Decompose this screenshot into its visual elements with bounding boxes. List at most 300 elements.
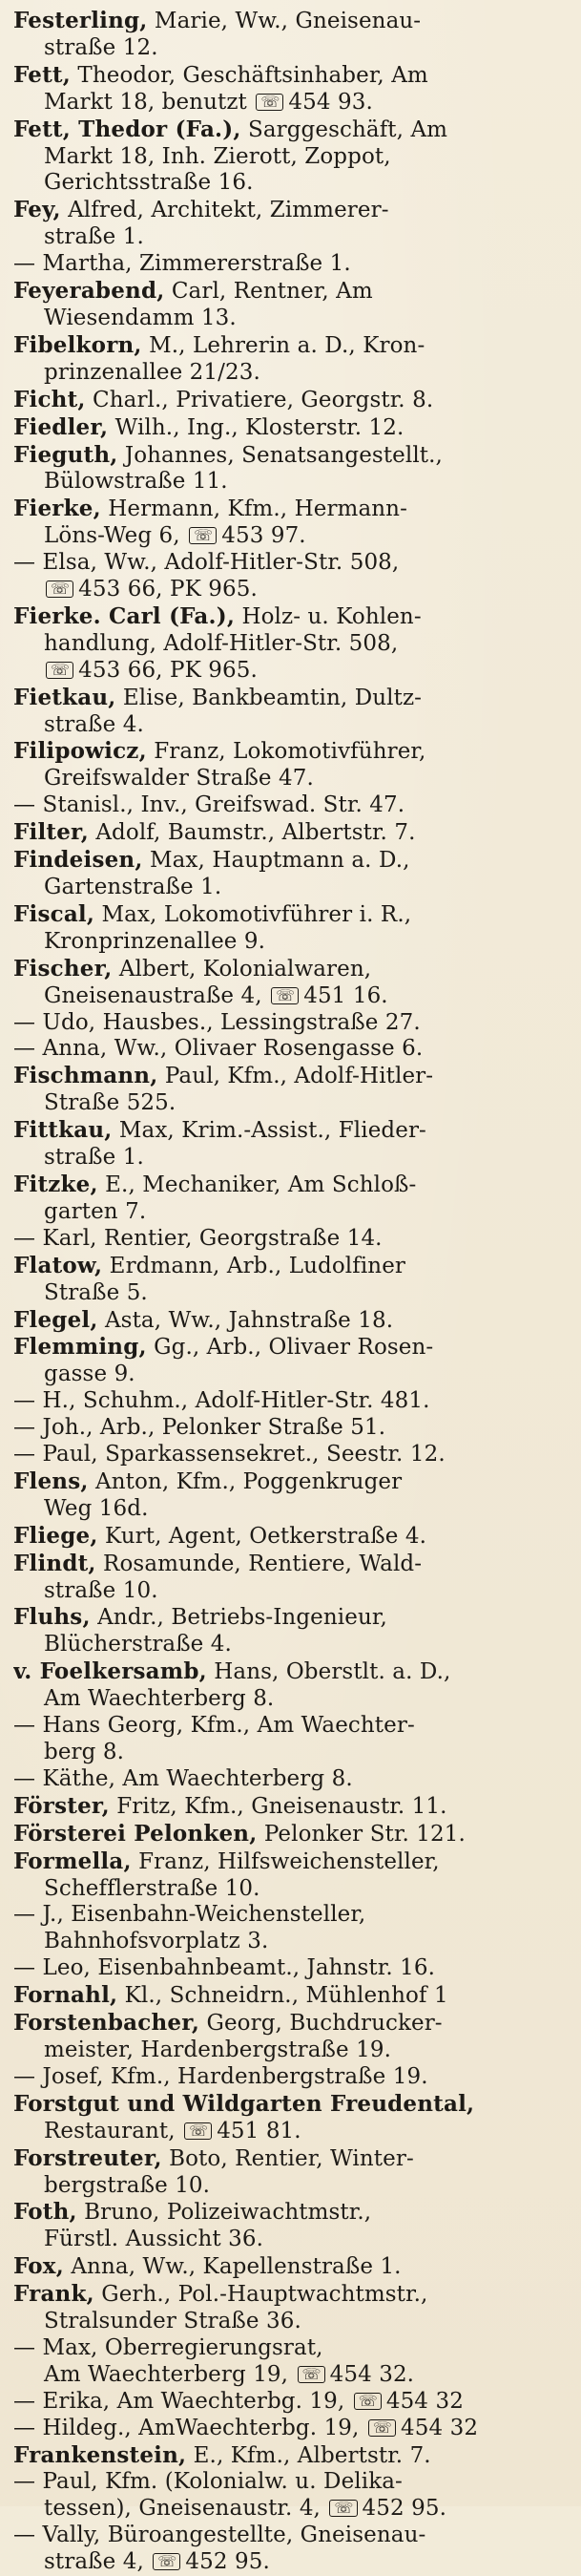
entry-line bbox=[13, 685, 568, 712]
entry-name: Fluhs, bbox=[13, 1604, 91, 1631]
directory-entry bbox=[13, 414, 568, 442]
entry-name: Flatow, bbox=[13, 1252, 103, 1278]
entry-line bbox=[13, 2281, 568, 2309]
entry-text: Büroangestellte, Gneisenau- bbox=[100, 2523, 426, 2548]
entry-line bbox=[13, 819, 568, 847]
directory-entry bbox=[13, 2145, 568, 2200]
entry-text: tessen), Gneisenaustr. 4, bbox=[44, 2496, 328, 2522]
entry-name: Flindt, bbox=[13, 1550, 96, 1576]
entry-text: Anna, Ww., Kapellenstraße 1. bbox=[63, 2254, 402, 2280]
directory-entry bbox=[13, 1793, 568, 1821]
entry-name: Fibelkorn, bbox=[13, 331, 142, 358]
entry-line bbox=[13, 144, 568, 171]
directory-entry bbox=[13, 332, 568, 387]
entry-line bbox=[13, 1036, 568, 1063]
entry-line bbox=[13, 2091, 568, 2119]
directory-entry bbox=[13, 2416, 568, 2442]
entry-line bbox=[13, 1848, 568, 1876]
directory-entry bbox=[13, 2469, 568, 2523]
entry-line bbox=[13, 278, 568, 306]
entry-name: Filter, bbox=[13, 819, 89, 846]
entry-name: — Käthe, bbox=[13, 1765, 115, 1791]
directory-entry bbox=[13, 1658, 568, 1713]
directory-entry bbox=[13, 1955, 568, 1982]
directory-entry bbox=[13, 1307, 568, 1335]
telephone-sign-icon: ☏ bbox=[46, 581, 73, 598]
entry-line bbox=[13, 1226, 568, 1253]
entry-text: Franz, Hilfsweichensteller, bbox=[131, 1848, 440, 1874]
entry-line bbox=[13, 2173, 568, 2200]
entry-text: Am Waechterbg. 19, bbox=[110, 2388, 352, 2414]
directory-entry bbox=[13, 1226, 568, 1253]
entry-line bbox=[13, 1280, 568, 1307]
entry-line bbox=[13, 1955, 568, 1982]
entry-line bbox=[13, 116, 568, 144]
entry-name: Fierke. Carl (Fa.), bbox=[13, 602, 236, 629]
telephone-sign-icon: ☏ bbox=[329, 2500, 357, 2517]
entry-line bbox=[13, 2064, 568, 2091]
directory-entry bbox=[13, 1172, 568, 1226]
entry-line bbox=[13, 1902, 568, 1929]
directory-entry bbox=[13, 442, 568, 496]
phone-number: 453 66, PK 965. bbox=[78, 577, 258, 602]
directory-entry bbox=[13, 1848, 568, 1903]
entry-text: Restaurant, bbox=[44, 2118, 183, 2143]
entry-line bbox=[13, 1010, 568, 1037]
directory-entry bbox=[13, 1982, 568, 2010]
entry-name: Feyerabend, bbox=[13, 278, 165, 305]
phone-number: 454 32 bbox=[400, 2415, 479, 2440]
entry-text: Pelonker Str. 121. bbox=[257, 1821, 466, 1847]
entry-text: straße 4, bbox=[44, 2549, 152, 2575]
phone-number: 454 32 bbox=[385, 2388, 464, 2414]
entry-line bbox=[13, 170, 568, 197]
entry-line bbox=[13, 2119, 568, 2145]
entry-line bbox=[13, 1307, 568, 1335]
entry-text: Erdmann, Arb., Ludolfiner bbox=[102, 1253, 406, 1278]
entry-name: Forstgut und Wildgarten Freudental, bbox=[13, 2090, 475, 2117]
telephone-sign-icon: ☏ bbox=[153, 2553, 180, 2570]
directory-entry bbox=[13, 1010, 568, 1037]
entry-text: handlung, Adolf-Hitler-Str. 508, bbox=[44, 630, 399, 656]
directory-entry bbox=[13, 387, 568, 414]
entry-text: Boto, Rentier, Winter- bbox=[161, 2145, 414, 2171]
entry-name: Filipowicz, bbox=[13, 738, 147, 765]
entry-text: Wiesendamm 13. bbox=[44, 305, 237, 330]
entry-line bbox=[13, 387, 568, 414]
entry-line bbox=[13, 2389, 568, 2416]
entry-text: Max, Lokomotivführer i. R., bbox=[94, 901, 412, 927]
directory-entry bbox=[13, 2281, 568, 2335]
entry-line bbox=[13, 847, 568, 875]
entry-text: Am Waechterberg 8. bbox=[114, 1765, 353, 1791]
entry-line bbox=[13, 2335, 568, 2362]
entry-name: Findeisen, bbox=[13, 847, 143, 874]
entry-line bbox=[13, 738, 568, 766]
entry-text: M., Lehrerin a. D., Kron- bbox=[141, 332, 425, 358]
entry-line bbox=[13, 1982, 568, 2010]
entry-text: Hausbes., Lessingstraße 27. bbox=[95, 1009, 421, 1035]
entry-line bbox=[13, 1145, 568, 1172]
entry-text: straße 4. bbox=[44, 711, 144, 737]
entry-text: bergstraße 10. bbox=[44, 2172, 211, 2198]
entry-text: Johannes, Senatsangestellt., bbox=[117, 442, 443, 468]
entry-text: Am Waechterberg 8. bbox=[44, 1686, 275, 1712]
entry-name: Fett, Thedor (Fa.), bbox=[13, 116, 241, 142]
entry-text: Schefflerstraße 10. bbox=[44, 1875, 260, 1901]
entry-name: Fietkau, bbox=[13, 684, 116, 710]
entry-text: Adolf, Baumstr., Albertstr. 7. bbox=[88, 820, 416, 846]
entry-name: Fiedler, bbox=[13, 413, 109, 440]
entry-line bbox=[13, 631, 568, 658]
entry-name: Försterei Pelonken, bbox=[13, 1820, 258, 1847]
directory-entry bbox=[13, 819, 568, 847]
phone-number: 451 81. bbox=[217, 2118, 301, 2143]
entry-name: Fischer, bbox=[13, 955, 113, 982]
entry-line bbox=[13, 251, 568, 278]
entry-line bbox=[13, 332, 568, 360]
entry-name: Förster, bbox=[13, 1792, 110, 1819]
entry-name: — Karl, bbox=[13, 1225, 97, 1251]
telephone-sign-icon: ☏ bbox=[271, 987, 299, 1004]
entry-line bbox=[13, 792, 568, 819]
directory-entry bbox=[13, 956, 568, 1010]
entry-name: Ficht, bbox=[13, 386, 86, 412]
entry-text: Markt 18, Inh. Zierott, Zoppot, bbox=[44, 143, 391, 169]
phone-number: 454 32. bbox=[329, 2361, 415, 2387]
directory-entry bbox=[13, 2523, 568, 2576]
entry-line bbox=[13, 197, 568, 224]
entry-text: Theodor, Geschäftsinhaber, Am bbox=[70, 62, 428, 88]
entry-text: Gneisenaustraße 4, bbox=[44, 982, 270, 1008]
entry-text: gasse 9. bbox=[44, 1362, 135, 1387]
entry-line bbox=[13, 1523, 568, 1551]
directory-entry bbox=[13, 2010, 568, 2064]
directory-entry bbox=[13, 901, 568, 956]
entry-text: Gartenstraße 1. bbox=[44, 875, 222, 899]
directory-entry bbox=[13, 1551, 568, 1605]
entry-name: Forstenbacher, bbox=[13, 2010, 200, 2037]
entry-name: Frank, bbox=[13, 2281, 94, 2308]
entry-line bbox=[13, 1253, 568, 1280]
entry-line bbox=[13, 1793, 568, 1821]
entry-line bbox=[13, 1551, 568, 1578]
entry-line bbox=[13, 1172, 568, 1199]
entry-text: garten 7. bbox=[44, 1198, 147, 1224]
directory-entry bbox=[13, 278, 568, 332]
phone-number: 452 95. bbox=[185, 2549, 270, 2575]
entry-line bbox=[13, 306, 568, 332]
directory-entry bbox=[13, 1253, 568, 1307]
entry-text: Rentier, Georgstraße 14. bbox=[96, 1225, 383, 1251]
directory-entry bbox=[13, 2335, 568, 2389]
directory-entry bbox=[13, 2064, 568, 2091]
directory-entry bbox=[13, 1388, 568, 1415]
phone-number: 452 95. bbox=[362, 2496, 446, 2522]
entry-name: — Martha, bbox=[13, 251, 133, 277]
telephone-sign-icon: ☏ bbox=[184, 2122, 212, 2140]
entry-line bbox=[13, 1604, 568, 1632]
entry-line bbox=[13, 1929, 568, 1955]
entry-text: Alfred, Architekt, Zimmerer- bbox=[60, 198, 389, 223]
entry-name: — Paul, bbox=[13, 2469, 98, 2495]
entry-line bbox=[13, 1713, 568, 1740]
entry-line bbox=[13, 2199, 568, 2227]
entry-line bbox=[13, 360, 568, 387]
directory-entry bbox=[13, 603, 568, 685]
entry-text: Elise, Bankbeamtin, Dultz- bbox=[115, 685, 423, 710]
directory-entry bbox=[13, 792, 568, 819]
entry-text: meister, Hardenbergstraße 19. bbox=[44, 2037, 392, 2062]
entry-line bbox=[13, 1362, 568, 1388]
directory-entry bbox=[13, 197, 568, 251]
entry-line bbox=[13, 1876, 568, 1903]
entry-text: Greifswalder Straße 47. bbox=[44, 766, 314, 792]
entry-line bbox=[13, 1415, 568, 1442]
entry-line bbox=[13, 1496, 568, 1523]
entry-text: Zimmererstraße 1. bbox=[132, 251, 351, 277]
entry-text: Inv., Greifswad. Str. 47. bbox=[134, 792, 405, 818]
entry-line bbox=[13, 1334, 568, 1362]
entry-name: Fitzke, bbox=[13, 1171, 98, 1197]
entry-text: Löns-Weg 6, bbox=[44, 523, 188, 549]
directory-entry bbox=[13, 2199, 568, 2253]
entry-line bbox=[13, 1468, 568, 1496]
entry-line bbox=[13, 2145, 568, 2173]
entry-line bbox=[13, 658, 568, 685]
entry-text: Bruno, Polizeiwachtmstr., bbox=[76, 2200, 372, 2226]
directory-entry bbox=[13, 8, 568, 62]
entry-name: Flegel, bbox=[13, 1306, 98, 1333]
entry-text: Markt 18, benutzt bbox=[44, 89, 255, 115]
entry-text: Eisenbahnbeamt., Jahnstr. 16. bbox=[90, 1955, 436, 1981]
entry-line bbox=[13, 224, 568, 251]
entry-text: Fürstl. Aussicht 36. bbox=[44, 2227, 264, 2252]
entry-name: — J., bbox=[13, 1902, 64, 1928]
entry-text: Georg, Buchdrucker- bbox=[199, 2011, 443, 2037]
entry-name: — Anna, bbox=[13, 1036, 108, 1062]
entry-name: — Hildeg., bbox=[13, 2415, 132, 2440]
entry-text: Gg., Arb., Olivaer Rosen- bbox=[146, 1335, 434, 1361]
entry-line bbox=[13, 2010, 568, 2038]
entry-text: Straße 5. bbox=[44, 1279, 148, 1305]
telephone-sign-icon: ☏ bbox=[256, 94, 283, 111]
entry-text: Kfm. (Kolonialw. u. Delika- bbox=[97, 2469, 403, 2495]
entry-text: E., Kfm., Albertstr. 7. bbox=[186, 2442, 431, 2468]
entry-line bbox=[13, 1686, 568, 1713]
entry-line bbox=[13, 2309, 568, 2335]
entry-text: Kl., Schneidrn., Mühlenhof 1 bbox=[117, 1983, 448, 2009]
entry-line bbox=[13, 1658, 568, 1686]
directory-entry bbox=[13, 2091, 568, 2145]
entry-name: — Max, bbox=[13, 2334, 98, 2360]
entry-line bbox=[13, 523, 568, 550]
entry-line bbox=[13, 2442, 568, 2470]
entry-text: Kfm., Hardenbergstraße 19. bbox=[103, 2063, 428, 2089]
entry-text: Paul, Kfm., Adolf-Hitler- bbox=[157, 1064, 434, 1089]
entry-line bbox=[13, 1199, 568, 1226]
entry-text: Max, Krim.-Assist., Flieder- bbox=[112, 1118, 426, 1144]
directory-entry bbox=[13, 1902, 568, 1955]
entry-text: Charl., Privatiere, Georgstr. 8. bbox=[85, 387, 434, 412]
entry-line bbox=[13, 1632, 568, 1658]
directory-entry bbox=[13, 1334, 568, 1388]
entry-line bbox=[13, 90, 568, 116]
entry-text: Marie, Ww., Gneisenau- bbox=[147, 9, 422, 33]
entry-line bbox=[13, 2496, 568, 2523]
entry-line bbox=[13, 1578, 568, 1605]
telephone-sign-icon: ☏ bbox=[189, 527, 217, 544]
entry-text: Bülowstraße 11. bbox=[44, 469, 228, 495]
entry-text: Weg 16d. bbox=[44, 1495, 149, 1521]
directory-entry bbox=[13, 1821, 568, 1848]
entry-text: Straße 525. bbox=[44, 1090, 176, 1116]
entry-text: Andr., Betriebs-Ingenieur, bbox=[90, 1605, 387, 1631]
entry-text: Albert, Kolonialwaren, bbox=[112, 956, 372, 982]
entry-line bbox=[13, 2038, 568, 2064]
entry-text: straße 1. bbox=[44, 224, 144, 250]
entry-name: Fieguth, bbox=[13, 441, 118, 468]
entry-name: Fierke, bbox=[13, 496, 101, 522]
entry-text: Kfm., Am Waechter- bbox=[183, 1713, 415, 1739]
directory-entry bbox=[13, 2389, 568, 2416]
directory-entry bbox=[13, 1523, 568, 1551]
entry-line bbox=[13, 62, 568, 90]
directory-entry bbox=[13, 1117, 568, 1172]
entry-line bbox=[13, 2227, 568, 2253]
entry-line bbox=[13, 1388, 568, 1415]
entry-name: v. Foelkersamb, bbox=[13, 1658, 207, 1685]
entry-text: Gerh., Pol.-Hauptwachtmstr., bbox=[93, 2282, 428, 2308]
entry-text: Eisenbahn-Weichensteller, bbox=[63, 1902, 366, 1928]
entry-line bbox=[13, 2362, 568, 2389]
entry-name: Fornahl, bbox=[13, 1982, 118, 2009]
entry-line bbox=[13, 414, 568, 442]
entry-line bbox=[13, 1063, 568, 1090]
directory-entry bbox=[13, 2253, 568, 2281]
directory-entry bbox=[13, 1063, 568, 1117]
entry-line bbox=[13, 956, 568, 983]
entry-name: — Stanisl., bbox=[13, 792, 135, 818]
entry-text: Bahnhofsvorplatz 3. bbox=[44, 1929, 269, 1954]
entry-line bbox=[13, 1766, 568, 1793]
entry-name: Forstreuter, bbox=[13, 2144, 162, 2171]
entry-text: Wilh., Ing., Klosterstr. 12. bbox=[108, 414, 405, 440]
entry-line bbox=[13, 442, 568, 470]
entry-name: — H., bbox=[13, 1388, 76, 1414]
entry-text: Stralsunder Straße 36. bbox=[44, 2309, 301, 2334]
entry-line bbox=[13, 469, 568, 496]
directory-entry bbox=[13, 847, 568, 901]
directory-entry bbox=[13, 1468, 568, 1523]
directory-entry bbox=[13, 2442, 568, 2470]
entry-text: Oberregierungsrat, bbox=[97, 2334, 323, 2360]
entry-line bbox=[13, 2469, 568, 2496]
entry-name: Fox, bbox=[13, 2253, 64, 2280]
entry-name: — Vally, bbox=[13, 2523, 101, 2548]
entry-text: Schuhm., Adolf-Hitler-Str. 481. bbox=[75, 1388, 430, 1414]
entry-line bbox=[13, 1442, 568, 1468]
entry-text: prinzenallee 21/23. bbox=[44, 359, 260, 385]
entry-name: Festerling, bbox=[13, 8, 148, 33]
entry-name: — Leo, bbox=[13, 1955, 91, 1981]
entry-name: Frankenstein, bbox=[13, 2441, 187, 2468]
directory-entry bbox=[13, 62, 568, 116]
entry-line bbox=[13, 2549, 568, 2576]
entry-name: Fliege, bbox=[13, 1522, 98, 1549]
entry-text: Blücherstraße 4. bbox=[44, 1632, 232, 1658]
directory-entry bbox=[13, 550, 568, 603]
entry-name: Formella, bbox=[13, 1848, 132, 1874]
entry-text: berg 8. bbox=[44, 1740, 125, 1764]
entry-text: Am Waechterberg 19, bbox=[44, 2361, 296, 2387]
entry-text: Fritz, Kfm., Gneisenaustr. 11. bbox=[109, 1793, 447, 1819]
entry-text: Kronprinzenallee 9. bbox=[44, 928, 266, 954]
entry-text: Gerichtsstraße 16. bbox=[44, 170, 254, 196]
telephone-sign-icon: ☏ bbox=[368, 2419, 396, 2437]
entry-name: Fett, bbox=[13, 61, 71, 88]
entry-line bbox=[13, 929, 568, 956]
entry-line bbox=[13, 550, 568, 577]
directory-entry bbox=[13, 685, 568, 739]
entry-line bbox=[13, 2416, 568, 2442]
entry-text: Holz- u. Kohlen- bbox=[235, 603, 422, 629]
entry-line bbox=[13, 1821, 568, 1848]
entry-text: Hans, Oberstlt. a. D., bbox=[206, 1659, 451, 1685]
entry-name: — Udo, bbox=[13, 1009, 96, 1035]
entry-text: Franz, Lokomotivführer, bbox=[146, 739, 426, 765]
directory-entry bbox=[13, 1766, 568, 1793]
entry-name: — Erika, bbox=[13, 2388, 111, 2414]
entry-line bbox=[13, 577, 568, 603]
directory-entry bbox=[13, 1442, 568, 1468]
entry-line bbox=[13, 35, 568, 62]
entry-name: — Hans Georg, bbox=[13, 1713, 184, 1739]
entry-text: Asta, Ww., Jahnstraße 18. bbox=[97, 1307, 394, 1333]
entry-name: Fischmann, bbox=[13, 1063, 158, 1089]
entry-text: Sarggeschäft, Am bbox=[240, 116, 448, 142]
entry-line bbox=[13, 496, 568, 523]
directory-entry bbox=[13, 496, 568, 550]
directory-entry bbox=[13, 738, 568, 792]
entry-text: straße 1. bbox=[44, 1145, 144, 1171]
entry-line bbox=[13, 8, 568, 35]
entry-line bbox=[13, 2253, 568, 2281]
entry-text: straße 10. bbox=[44, 1577, 158, 1603]
telephone-sign-icon: ☏ bbox=[298, 2366, 325, 2383]
entry-name: — Paul, bbox=[13, 1442, 98, 1467]
entry-name: — Josef, bbox=[13, 2063, 104, 2089]
entry-text: Rosamunde, Rentiere, Wald- bbox=[95, 1551, 423, 1576]
directory-entry bbox=[13, 1036, 568, 1063]
directory-entry bbox=[13, 1604, 568, 1658]
entry-name: Fey, bbox=[13, 197, 61, 223]
entry-line bbox=[13, 1740, 568, 1766]
entry-name: Flemming, bbox=[13, 1334, 147, 1361]
entry-line bbox=[13, 901, 568, 929]
entry-name: — Joh., bbox=[13, 1415, 93, 1441]
phone-number: 454 93. bbox=[288, 89, 373, 115]
entry-line bbox=[13, 1117, 568, 1145]
entry-text: straße 12. bbox=[44, 34, 158, 60]
entry-text: AmWaechterbg. 19, bbox=[131, 2415, 366, 2440]
entry-text: Ww., Adolf-Hitler-Str. 508, bbox=[96, 550, 400, 576]
entry-line bbox=[13, 1090, 568, 1117]
entry-line bbox=[13, 603, 568, 631]
entry-text: Hermann, Kfm., Hermann- bbox=[100, 496, 407, 522]
entry-name: Flens, bbox=[13, 1467, 89, 1494]
directory-entry bbox=[13, 1415, 568, 1442]
